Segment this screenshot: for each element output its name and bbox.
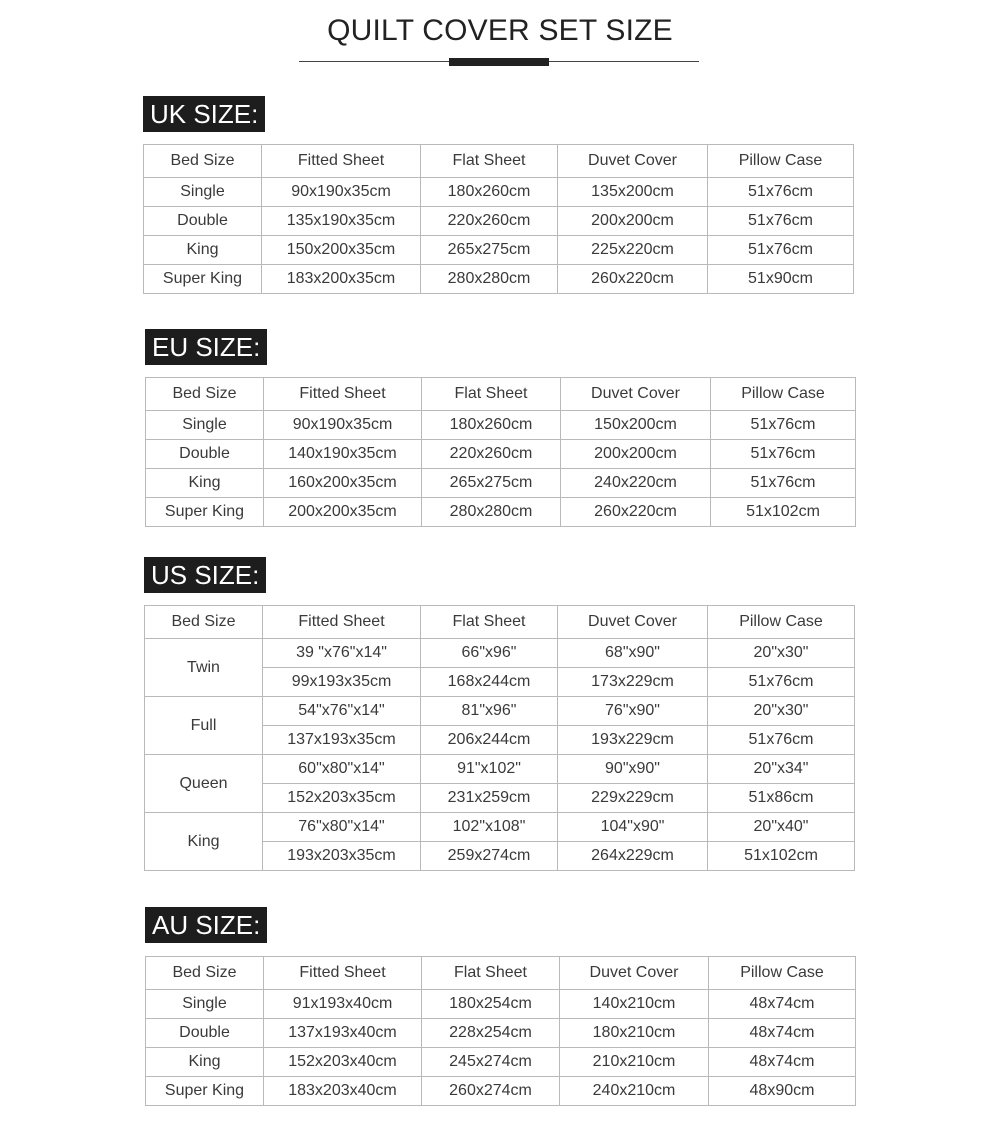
pillow-case-cell: 20"x40" (708, 813, 855, 842)
bed-size-cell: King (146, 1048, 264, 1077)
fitted-sheet-cell: 99x193x35cm (263, 668, 421, 697)
duvet-cover-cell: 225x220cm (558, 236, 708, 265)
duvet-cover-cell: 140x210cm (560, 990, 709, 1019)
flat-sheet-cell: 245x274cm (422, 1048, 560, 1077)
pillow-case-cell: 20"x30" (708, 639, 855, 668)
table-row (146, 990, 856, 1019)
flat-sheet-cell: 260x274cm (422, 1077, 560, 1106)
page-title: QUILT COVER SET SIZE (327, 14, 673, 47)
bed-size-cell: Queen (145, 755, 263, 813)
au-size-label: AU SIZE: (145, 907, 267, 943)
bed-size-cell: Twin (145, 639, 263, 697)
title-accent-bar (449, 58, 549, 66)
duvet-cover-cell: 68"x90" (558, 639, 708, 668)
bed-size-cell: Super King (144, 265, 262, 294)
pillow-case-cell: 51x76cm (708, 207, 854, 236)
fitted-sheet-cell: 193x203x35cm (263, 842, 421, 871)
flat-sheet-cell: 91"x102" (421, 755, 558, 784)
fitted-sheet-cell: 200x200x35cm (264, 498, 422, 527)
table-row (146, 440, 856, 469)
bed-size-cell: Super King (146, 498, 264, 527)
pillow-case-cell: 48x74cm (709, 1048, 856, 1077)
pillow-case-cell: 48x90cm (709, 1077, 856, 1106)
duvet-cover-cell: 90"x90" (558, 755, 708, 784)
col-bed-size: Bed Size (146, 957, 264, 990)
bed-size-cell: Super King (146, 1077, 264, 1106)
flat-sheet-cell: 180x254cm (422, 990, 560, 1019)
table-row (144, 236, 854, 265)
bed-size-cell: Double (146, 440, 264, 469)
table-row (146, 498, 856, 527)
pillow-case-cell: 51x102cm (711, 498, 856, 527)
table-row (146, 1048, 856, 1077)
pillow-case-cell: 51x76cm (711, 411, 856, 440)
flat-sheet-cell: 168x244cm (421, 668, 558, 697)
pillow-case-cell: 51x76cm (708, 178, 854, 207)
pillow-case-cell: 51x76cm (711, 469, 856, 498)
fitted-sheet-cell: 90x190x35cm (264, 411, 422, 440)
fitted-sheet-cell: 140x190x35cm (264, 440, 422, 469)
pillow-case-cell: 48x74cm (709, 1019, 856, 1048)
col-flat-sheet: Flat Sheet (422, 378, 561, 411)
table-row (146, 411, 856, 440)
pillow-case-cell: 51x76cm (708, 726, 855, 755)
flat-sheet-cell: 220x260cm (421, 207, 558, 236)
fitted-sheet-cell: 183x203x40cm (264, 1077, 422, 1106)
fitted-sheet-cell: 137x193x35cm (263, 726, 421, 755)
flat-sheet-cell: 265x275cm (422, 469, 561, 498)
col-duvet-cover: Duvet Cover (560, 957, 709, 990)
flat-sheet-cell: 180x260cm (422, 411, 561, 440)
fitted-sheet-cell: 60"x80"x14" (263, 755, 421, 784)
table-row (144, 207, 854, 236)
pillow-case-cell: 48x74cm (709, 990, 856, 1019)
eu-size-label: EU SIZE: (145, 329, 267, 365)
duvet-cover-cell: 210x210cm (560, 1048, 709, 1077)
table-row (146, 1019, 856, 1048)
bed-size-cell: King (146, 469, 264, 498)
table-header-row (144, 145, 854, 178)
flat-sheet-cell: 220x260cm (422, 440, 561, 469)
duvet-cover-cell: 260x220cm (558, 265, 708, 294)
table-header-row (145, 606, 855, 639)
duvet-cover-cell: 150x200cm (561, 411, 711, 440)
pillow-case-cell: 51x76cm (708, 236, 854, 265)
duvet-cover-cell: 76"x90" (558, 697, 708, 726)
flat-sheet-cell: 228x254cm (422, 1019, 560, 1048)
table-row (144, 265, 854, 294)
bed-size-cell: Double (144, 207, 262, 236)
pillow-case-cell: 51x86cm (708, 784, 855, 813)
fitted-sheet-cell: 152x203x35cm (263, 784, 421, 813)
fitted-sheet-cell: 39 "x76"x14" (263, 639, 421, 668)
pillow-case-cell: 51x76cm (708, 668, 855, 697)
duvet-cover-cell: 173x229cm (558, 668, 708, 697)
bed-size-cell: King (145, 813, 263, 871)
col-duvet-cover: Duvet Cover (558, 145, 708, 178)
duvet-cover-cell: 264x229cm (558, 842, 708, 871)
fitted-sheet-cell: 54"x76"x14" (263, 697, 421, 726)
col-fitted-sheet: Fitted Sheet (264, 378, 422, 411)
pillow-case-cell: 51x102cm (708, 842, 855, 871)
duvet-cover-cell: 240x210cm (560, 1077, 709, 1106)
table-header-row (146, 378, 856, 411)
duvet-cover-cell: 180x210cm (560, 1019, 709, 1048)
table-header-row (146, 957, 856, 990)
pillow-case-cell: 20"x34" (708, 755, 855, 784)
table-row (145, 755, 855, 784)
col-pillow-case: Pillow Case (708, 145, 854, 178)
au-size-table (145, 956, 856, 1106)
col-bed-size: Bed Size (145, 606, 263, 639)
pillow-case-cell: 20"x30" (708, 697, 855, 726)
fitted-sheet-cell: 183x200x35cm (262, 265, 421, 294)
fitted-sheet-cell: 76"x80"x14" (263, 813, 421, 842)
col-duvet-cover: Duvet Cover (561, 378, 711, 411)
flat-sheet-cell: 265x275cm (421, 236, 558, 265)
pillow-case-cell: 51x90cm (708, 265, 854, 294)
table-row (144, 178, 854, 207)
bed-size-cell: Single (146, 990, 264, 1019)
col-bed-size: Bed Size (146, 378, 264, 411)
duvet-cover-cell: 135x200cm (558, 178, 708, 207)
fitted-sheet-cell: 150x200x35cm (262, 236, 421, 265)
duvet-cover-cell: 193x229cm (558, 726, 708, 755)
col-flat-sheet: Flat Sheet (421, 145, 558, 178)
duvet-cover-cell: 229x229cm (558, 784, 708, 813)
col-fitted-sheet: Fitted Sheet (263, 606, 421, 639)
col-pillow-case: Pillow Case (711, 378, 856, 411)
bed-size-cell: Full (145, 697, 263, 755)
flat-sheet-cell: 102"x108" (421, 813, 558, 842)
flat-sheet-cell: 206x244cm (421, 726, 558, 755)
bed-size-cell: Single (146, 411, 264, 440)
pillow-case-cell: 51x76cm (711, 440, 856, 469)
flat-sheet-cell: 81"x96" (421, 697, 558, 726)
bed-size-cell: Double (146, 1019, 264, 1048)
col-pillow-case: Pillow Case (709, 957, 856, 990)
fitted-sheet-cell: 137x193x40cm (264, 1019, 422, 1048)
flat-sheet-cell: 280x280cm (422, 498, 561, 527)
col-bed-size: Bed Size (144, 145, 262, 178)
col-flat-sheet: Flat Sheet (422, 957, 560, 990)
eu-size-table (145, 377, 856, 527)
table-row (145, 697, 855, 726)
uk-size-label: UK SIZE: (143, 96, 265, 132)
flat-sheet-cell: 231x259cm (421, 784, 558, 813)
col-flat-sheet: Flat Sheet (421, 606, 558, 639)
us-size-label: US SIZE: (144, 557, 266, 593)
fitted-sheet-cell: 90x190x35cm (262, 178, 421, 207)
us-size-table (144, 605, 855, 871)
col-pillow-case: Pillow Case (708, 606, 855, 639)
col-duvet-cover: Duvet Cover (558, 606, 708, 639)
flat-sheet-cell: 66"x96" (421, 639, 558, 668)
flat-sheet-cell: 259x274cm (421, 842, 558, 871)
table-row (145, 639, 855, 668)
table-row (145, 813, 855, 842)
table-row (146, 1077, 856, 1106)
flat-sheet-cell: 180x260cm (421, 178, 558, 207)
col-fitted-sheet: Fitted Sheet (264, 957, 422, 990)
fitted-sheet-cell: 91x193x40cm (264, 990, 422, 1019)
duvet-cover-cell: 260x220cm (561, 498, 711, 527)
uk-size-table (143, 144, 854, 294)
flat-sheet-cell: 280x280cm (421, 265, 558, 294)
col-fitted-sheet: Fitted Sheet (262, 145, 421, 178)
table-row (146, 469, 856, 498)
fitted-sheet-cell: 160x200x35cm (264, 469, 422, 498)
bed-size-cell: Single (144, 178, 262, 207)
duvet-cover-cell: 240x220cm (561, 469, 711, 498)
fitted-sheet-cell: 135x190x35cm (262, 207, 421, 236)
bed-size-cell: King (144, 236, 262, 265)
duvet-cover-cell: 200x200cm (561, 440, 711, 469)
duvet-cover-cell: 200x200cm (558, 207, 708, 236)
duvet-cover-cell: 104"x90" (558, 813, 708, 842)
fitted-sheet-cell: 152x203x40cm (264, 1048, 422, 1077)
